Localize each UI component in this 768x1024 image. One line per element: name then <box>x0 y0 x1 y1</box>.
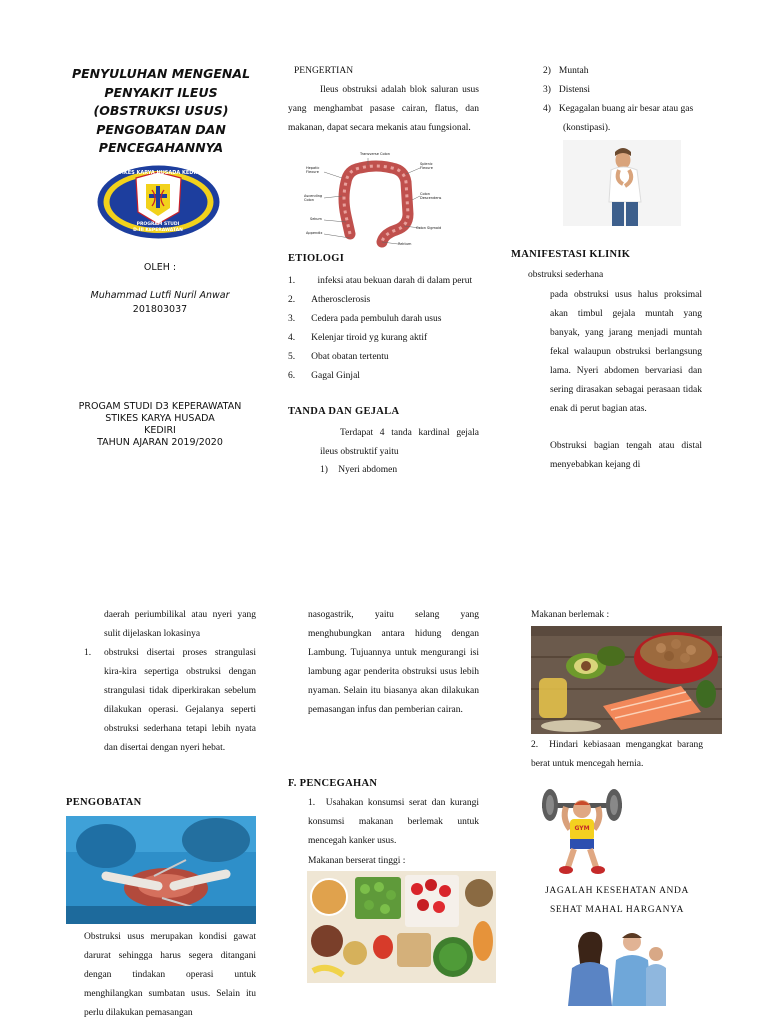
lemak-label: Makanan berlemak : <box>531 610 610 620</box>
institution-line: TAHUN AJARAN 2019/2020 <box>97 437 223 448</box>
tanda-number: 1) <box>320 465 328 475</box>
institution-line: STIKES KARYA HUSADA <box>105 413 215 424</box>
colon-label: Transverse Colon <box>360 152 390 156</box>
cover-title-line: (OBSTRUKSI USUS) <box>93 103 229 118</box>
pencegahan-item1 <box>308 794 479 851</box>
etiologi-item <box>288 272 479 291</box>
etiologi-number: 3. <box>288 314 296 324</box>
pengobatan-heading: PENGOBATAN <box>66 797 142 808</box>
etiologi-number: 4. <box>288 333 296 343</box>
nurses-photo <box>562 924 666 1006</box>
pengertian-body: Ileus obstruksi adalah blok saluran usus yang menghambat pasase cairan, flatus, dan makanan, dapat secara mekanis atau fungsional. <box>288 85 479 133</box>
cover-title-line: PENCEGAHANNYA <box>98 140 224 155</box>
cover-title-line: PENYAKIT ILEUS <box>104 84 218 100</box>
tanda-intro: Terdapat 4 tanda kardinal gejala ileus obstruktif yaitu <box>320 428 479 457</box>
etiologi-text: Kelenjar tiroid yg kurang aktif <box>311 333 428 343</box>
etiologi-text: Cedera pada pembuluh darah usus <box>311 314 442 324</box>
gejala-number: 2) <box>543 66 551 76</box>
etiologi-number: 1. <box>288 276 296 286</box>
gejala-item <box>543 81 703 100</box>
colon-label: Hepatic Flexure <box>306 166 320 174</box>
surgery-photo <box>66 816 256 924</box>
colon-label: Colon Sigmoid <box>416 226 442 230</box>
pencegahan-number: 1. <box>308 798 316 808</box>
gejala-text: Distensi <box>558 85 591 95</box>
gejala-list <box>543 62 703 138</box>
pencegahan-text: Usahakan konsumsi serat dan kurangi konsumsi makanan berlemak untuk mencegah kanker usus. <box>308 798 479 846</box>
pengobatan-body: Obstruksi usus merupakan kondisi gawat darurat sehingga harus segera ditangani dengan tindakan operasi untuk menghilangkan sumbatan usus. Selain itu perlu dilakukan pemasangan <box>84 932 256 1018</box>
colon-label: Splenic Flexure <box>420 162 433 170</box>
cover-title-line: PENYULUHAN MENGENAL <box>71 66 251 81</box>
logo-program-2: D-III KEPERAWATAN <box>133 228 183 233</box>
cover-title-line: PENGOBATAN DAN <box>96 121 226 137</box>
closing-line: SEHAT MAHAL HARGANYA <box>550 905 684 915</box>
pencegahan-number: 2. <box>531 740 539 750</box>
etiologi-text: infeksi atau bekuan darah di dalam perut <box>317 276 473 286</box>
colon-label: Rektum <box>398 242 412 246</box>
etiologi-item <box>288 291 479 310</box>
institution-block <box>60 401 260 449</box>
tanda-item <box>320 461 397 480</box>
etiologi-item <box>288 348 479 367</box>
strangulasi-number: 1. <box>84 648 92 658</box>
author-nim: 201803037 <box>132 304 188 315</box>
colon-label: Appendix <box>306 231 323 235</box>
etiologi-number: 6. <box>288 371 296 381</box>
cover-title <box>68 65 254 158</box>
manifestasi-heading: MANIFESTASI KLINIK <box>511 249 631 260</box>
etiologi-text: Obat obatan tertentu <box>311 352 389 362</box>
serat-label: Makanan berserat tinggi : <box>308 856 406 866</box>
pencegahan-item2 <box>531 736 703 774</box>
closing-message <box>520 882 714 920</box>
pencegahan-heading: F. PENCEGAHAN <box>288 778 378 789</box>
etiologi-item <box>288 310 479 329</box>
author-name: Muhammad Lutfi Nuril Anwar <box>90 290 230 301</box>
colon-label: Ascending Colon <box>304 194 323 202</box>
colon-label: Sekum <box>310 217 322 221</box>
etiologi-heading: ETIOLOGI <box>288 253 345 264</box>
fatty-food-photo <box>531 626 722 734</box>
gejala-number: 3) <box>543 85 551 95</box>
gejala-item <box>543 62 703 81</box>
colon-label: Colon Descendens <box>420 192 442 200</box>
colon-diagram <box>304 152 442 248</box>
gejala-number: 4) <box>543 104 551 114</box>
pengertian-heading: PENGERTIAN <box>294 66 354 76</box>
etiologi-item <box>288 329 479 348</box>
gejala-text: Muntah <box>558 66 589 76</box>
etiologi-number: 2. <box>288 295 296 305</box>
closing-line: JAGALAH KESEHATAN ANDA <box>545 886 689 896</box>
manifestasi-sub: obstruksi sederhana <box>528 270 604 280</box>
etiologi-number: 5. <box>288 352 296 362</box>
strangulasi-text: obstruksi disertai proses strangulasi kira-kira sepertiga obstruksi dengan strangulasi tidak diperkirakan sebelum dilakukan operasi. Gejalanya seperti obstruksi sederhana tetapi lebih nyata dan disertai dengan nyeri hebat. <box>104 648 256 753</box>
etiologi-text: Atherosclerosis <box>311 295 371 305</box>
gejala-item <box>543 100 703 138</box>
manifestasi-p3: daerah periumbilikal atau nyeri yang sulit dijelaskan lokasinya <box>104 610 256 639</box>
etiologi-list <box>288 272 479 386</box>
institution-line: KEDIRI <box>144 425 176 436</box>
manifestasi-p2: Obstruksi bagian tengah atau distal menyebabkan kejang di <box>550 441 702 470</box>
institution-line: PROGAM STUDI D3 KEPERAWATAN <box>78 401 242 412</box>
pengobatan-cont: nasogastrik, yaitu selang yang menghubungkan antara hidung dengan Lambung. Tujuannya untuk mengurangi isi lambung agar penderita obstruksi usus lebih nyaman. Selain itu biasanya akan dilakukan pemasangan infus dan pemberian cairan. <box>308 610 479 715</box>
weightlifter-cartoon <box>536 783 628 877</box>
gym-label: GYM <box>574 825 590 832</box>
gejala-text: Kegagalan buang air besar atau gas (konstipasi). <box>558 104 694 133</box>
fiber-food-photo <box>307 871 496 983</box>
etiologi-item <box>288 367 479 386</box>
manifestasi-p1: pada obstruksi usus halus proksimal akan timbul gejala muntah yang banyak, yang jarang menjadi muntah fekal walaupun obstruksi berlangsung lama. Nyeri abdomen bervariasi dan sering dirasakan sebagai perasaan tidak enak di perut bagian atas. <box>550 290 702 414</box>
institution-logo <box>96 164 221 240</box>
tanda-heading: TANDA DAN GEJALA <box>288 406 400 417</box>
nausea-photo <box>563 140 681 226</box>
manifestasi-strangulasi <box>84 644 256 758</box>
pencegahan-text: Hindari kebiasaan mengangkat barang berat untuk mencegah hernia. <box>531 740 703 769</box>
oleh-label: OLEH : <box>143 262 177 273</box>
logo-program: PROGRAM STUDI <box>136 222 180 227</box>
etiologi-text: Gagal Ginjal <box>311 371 360 381</box>
logo-ring-text: STIKES KARYA HUSADA KEDIRI <box>114 170 202 176</box>
tanda-text: Nyeri abdomen <box>338 465 398 475</box>
